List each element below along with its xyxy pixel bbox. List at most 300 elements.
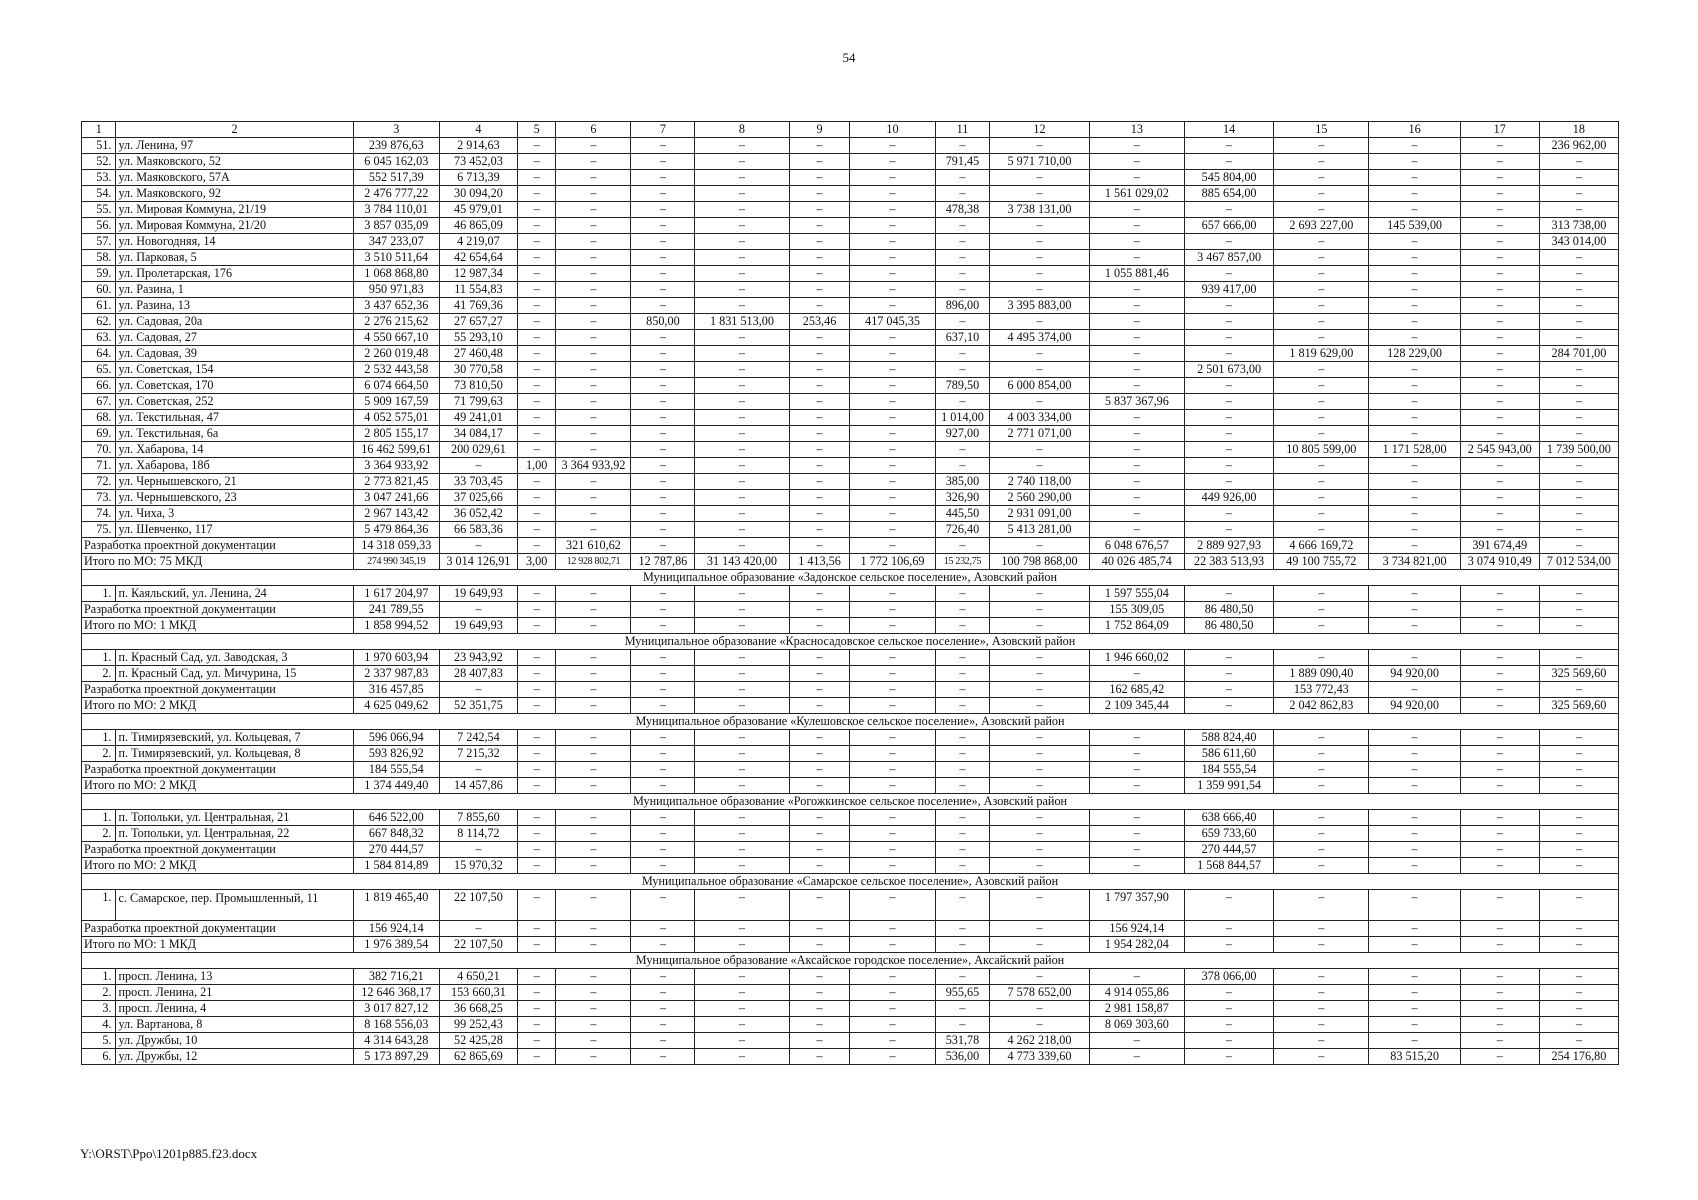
table-cell: – xyxy=(789,602,850,618)
table-cell: – xyxy=(1184,586,1273,602)
table-cell: 253,46 xyxy=(789,314,850,330)
table-cell: – xyxy=(1184,394,1273,410)
address-cell: ул. Разина, 13 xyxy=(116,298,353,314)
table-cell: – xyxy=(517,394,556,410)
table-cell: – xyxy=(935,170,990,186)
address-cell: ул. Дружбы, 10 xyxy=(116,1033,353,1049)
table-cell: – xyxy=(556,330,631,346)
table-cell: – xyxy=(1369,490,1460,506)
table-cell: 45 979,01 xyxy=(439,202,517,218)
table-cell: 99 252,43 xyxy=(439,1017,517,1033)
table-cell: – xyxy=(556,218,631,234)
table-cell: – xyxy=(695,650,789,666)
table-cell: – xyxy=(631,842,695,858)
table-cell: – xyxy=(990,969,1089,985)
table-cell: 162 685,42 xyxy=(1089,682,1184,698)
table-cell: – xyxy=(439,538,517,554)
table-row xyxy=(82,650,1619,666)
table-cell: – xyxy=(517,474,556,490)
table-cell: – xyxy=(631,666,695,682)
table-cell: – xyxy=(556,442,631,458)
table-cell: – xyxy=(1539,682,1618,698)
table-cell: – xyxy=(1274,202,1369,218)
table-cell: – xyxy=(631,746,695,762)
table-cell: – xyxy=(1369,746,1460,762)
table-cell: – xyxy=(695,474,789,490)
table-cell: 284 701,00 xyxy=(1539,346,1618,362)
table-cell: 100 798 868,00 xyxy=(990,554,1089,570)
table-cell: 22 107,50 xyxy=(439,890,517,921)
table-cell: – xyxy=(517,138,556,154)
table-cell: – xyxy=(517,442,556,458)
table-cell: – xyxy=(695,762,789,778)
table-cell: – xyxy=(850,602,935,618)
table-cell: 12 928 802,71 xyxy=(556,554,631,570)
table-cell: – xyxy=(631,362,695,378)
address-cell: ул. Пролетарская, 176 xyxy=(116,266,353,282)
table-cell: – xyxy=(517,937,556,953)
table-cell: – xyxy=(850,186,935,202)
table-cell: – xyxy=(1274,362,1369,378)
row-number: 1. xyxy=(82,810,116,826)
address-cell: ул. Мировая Коммуна, 21/20 xyxy=(116,218,353,234)
table-cell: – xyxy=(1369,778,1460,794)
table-cell: 3 437 652,36 xyxy=(353,298,439,314)
table-cell: 6 048 676,57 xyxy=(1089,538,1184,554)
table-cell: – xyxy=(631,985,695,1001)
table-cell: 586 611,60 xyxy=(1184,746,1273,762)
table-cell: – xyxy=(631,186,695,202)
table-cell: 184 555,54 xyxy=(353,762,439,778)
table-cell: 41 769,36 xyxy=(439,298,517,314)
table-cell: 1 739 500,00 xyxy=(1539,442,1618,458)
table-cell: – xyxy=(1089,506,1184,522)
table-cell: – xyxy=(1184,442,1273,458)
table-cell: – xyxy=(631,586,695,602)
table-cell: – xyxy=(695,810,789,826)
table-cell: – xyxy=(850,474,935,490)
table-cell: – xyxy=(990,218,1089,234)
table-cell: – xyxy=(1539,762,1618,778)
table-cell: – xyxy=(1184,266,1273,282)
table-cell: – xyxy=(517,650,556,666)
table-cell: – xyxy=(556,266,631,282)
table-cell: – xyxy=(1274,746,1369,762)
table-cell: – xyxy=(517,282,556,298)
table-cell: 49 100 755,72 xyxy=(1274,554,1369,570)
header-row xyxy=(82,122,1619,138)
table-cell: 955,65 xyxy=(935,985,990,1001)
table-cell: – xyxy=(517,858,556,874)
table-cell: – xyxy=(1460,969,1539,985)
table-cell: 27 657,27 xyxy=(439,314,517,330)
table-cell: 726,40 xyxy=(935,522,990,538)
table-cell: – xyxy=(695,969,789,985)
table-cell: 850,00 xyxy=(631,314,695,330)
table-cell: – xyxy=(556,890,631,921)
table-cell: – xyxy=(1460,458,1539,474)
table-cell: 536,00 xyxy=(935,1049,990,1065)
column-header: 15 xyxy=(1274,122,1369,138)
table-row xyxy=(82,314,1619,330)
table-cell: – xyxy=(1089,666,1184,682)
row-number: 51. xyxy=(82,138,116,154)
row-number: 70. xyxy=(82,442,116,458)
table-cell: – xyxy=(1460,985,1539,1001)
table-cell: – xyxy=(631,618,695,634)
address-cell: просп. Ленина, 13 xyxy=(116,969,353,985)
table-cell: – xyxy=(1274,618,1369,634)
table-cell: – xyxy=(850,378,935,394)
row-number: 2. xyxy=(82,985,116,1001)
table-cell: 1 597 555,04 xyxy=(1089,586,1184,602)
table-cell: 5 909 167,59 xyxy=(353,394,439,410)
row-number: 1. xyxy=(82,650,116,666)
table-row xyxy=(82,202,1619,218)
row-number: 6. xyxy=(82,1049,116,1065)
table-cell: 2 042 862,83 xyxy=(1274,698,1369,714)
row-number: 72. xyxy=(82,474,116,490)
row-number: 5. xyxy=(82,1033,116,1049)
table-cell: – xyxy=(517,602,556,618)
table-cell: – xyxy=(695,378,789,394)
row-number: 52. xyxy=(82,154,116,170)
table-cell: 1 561 029,02 xyxy=(1089,186,1184,202)
table-cell: – xyxy=(1460,234,1539,250)
address-cell: п. Красный Сад, ул. Заводская, 3 xyxy=(116,650,353,666)
address-cell: ул. Текстильная, 47 xyxy=(116,410,353,426)
table-cell: – xyxy=(439,458,517,474)
table-cell: 94 920,00 xyxy=(1369,698,1460,714)
table-cell: – xyxy=(1460,602,1539,618)
summary-label: Итого по МО: 75 МКД xyxy=(82,554,354,570)
table-cell: 939 417,00 xyxy=(1184,282,1273,298)
table-cell: – xyxy=(556,730,631,746)
table-cell: – xyxy=(1089,234,1184,250)
table-cell: 316 457,85 xyxy=(353,682,439,698)
table-cell: – xyxy=(1274,522,1369,538)
table-cell: 270 444,57 xyxy=(1184,842,1273,858)
column-header: 4 xyxy=(439,122,517,138)
row-number: 62. xyxy=(82,314,116,330)
table-cell: 12 646 368,17 xyxy=(353,985,439,1001)
row-number: 58. xyxy=(82,250,116,266)
table-cell: 15 970,32 xyxy=(439,858,517,874)
table-cell: – xyxy=(695,1033,789,1049)
table-cell: 1 772 106,69 xyxy=(850,554,935,570)
table-cell: – xyxy=(850,1049,935,1065)
table-cell: – xyxy=(1184,937,1273,953)
table-cell: 34 084,17 xyxy=(439,426,517,442)
address-cell: ул. Советская, 252 xyxy=(116,394,353,410)
table-cell: – xyxy=(1460,314,1539,330)
table-row xyxy=(82,746,1619,762)
table-cell: 2 914,63 xyxy=(439,138,517,154)
address-cell: ул. Советская, 154 xyxy=(116,362,353,378)
table-cell: – xyxy=(1539,426,1618,442)
table-cell: – xyxy=(1274,138,1369,154)
table-cell: – xyxy=(1369,1001,1460,1017)
table-cell: – xyxy=(631,346,695,362)
table-cell: – xyxy=(517,969,556,985)
table-cell: 5 413 281,00 xyxy=(990,522,1089,538)
table-cell: – xyxy=(695,666,789,682)
table-cell: – xyxy=(695,778,789,794)
table-cell: – xyxy=(850,618,935,634)
table-cell: – xyxy=(631,202,695,218)
table-cell: – xyxy=(1274,890,1369,921)
table-cell: – xyxy=(935,778,990,794)
table-cell: – xyxy=(631,602,695,618)
table-cell: 667 848,32 xyxy=(353,826,439,842)
table-cell: – xyxy=(935,682,990,698)
table-cell: – xyxy=(517,890,556,921)
table-cell: – xyxy=(1460,170,1539,186)
table-cell: – xyxy=(850,266,935,282)
table-cell: 385,00 xyxy=(935,474,990,490)
table-cell: – xyxy=(631,298,695,314)
row-number: 71. xyxy=(82,458,116,474)
table-cell: – xyxy=(556,346,631,362)
table-cell: – xyxy=(695,266,789,282)
table-cell: 22 107,50 xyxy=(439,937,517,953)
table-cell: 4 650,21 xyxy=(439,969,517,985)
summary-row xyxy=(82,937,1619,953)
column-header: 11 xyxy=(935,122,990,138)
table-cell: – xyxy=(517,410,556,426)
table-cell: – xyxy=(789,618,850,634)
table-cell: – xyxy=(1184,698,1273,714)
table-cell: – xyxy=(990,442,1089,458)
table-cell: – xyxy=(517,234,556,250)
summary-row xyxy=(82,858,1619,874)
row-number: 4. xyxy=(82,1017,116,1033)
table-cell: – xyxy=(850,1033,935,1049)
table-cell: – xyxy=(1274,1049,1369,1065)
table-cell: – xyxy=(1369,682,1460,698)
table-row xyxy=(82,490,1619,506)
table-cell: – xyxy=(1089,858,1184,874)
table-cell: 254 176,80 xyxy=(1539,1049,1618,1065)
summary-label: Итого по МО: 2 МКД xyxy=(82,698,354,714)
table-cell: – xyxy=(935,746,990,762)
table-cell: – xyxy=(789,474,850,490)
address-cell: просп. Ленина, 21 xyxy=(116,985,353,1001)
table-cell: – xyxy=(631,282,695,298)
table-cell: – xyxy=(1539,1001,1618,1017)
table-row xyxy=(82,985,1619,1001)
table-cell: – xyxy=(631,698,695,714)
table-cell: – xyxy=(556,490,631,506)
table-cell: – xyxy=(850,937,935,953)
table-cell: 596 066,94 xyxy=(353,730,439,746)
table-cell: – xyxy=(850,730,935,746)
row-number: 69. xyxy=(82,426,116,442)
table-cell: – xyxy=(1274,1001,1369,1017)
table-cell: – xyxy=(850,969,935,985)
table-cell: – xyxy=(1274,842,1369,858)
table-cell: – xyxy=(990,138,1089,154)
table-cell: – xyxy=(1539,538,1618,554)
table-cell: – xyxy=(1274,602,1369,618)
table-cell: – xyxy=(1089,1033,1184,1049)
address-cell: просп. Ленина, 4 xyxy=(116,1001,353,1017)
table-cell: – xyxy=(935,730,990,746)
table-cell: – xyxy=(1184,506,1273,522)
table-cell: 545 804,00 xyxy=(1184,170,1273,186)
table-cell: – xyxy=(1369,330,1460,346)
table-cell: 12 987,34 xyxy=(439,266,517,282)
table-cell: – xyxy=(1460,921,1539,937)
table-cell: – xyxy=(631,1017,695,1033)
table-cell: – xyxy=(631,538,695,554)
table-cell: – xyxy=(1539,969,1618,985)
table-cell: – xyxy=(789,522,850,538)
table-cell: – xyxy=(439,762,517,778)
table-cell: 1 068 868,80 xyxy=(353,266,439,282)
table-cell: 5 971 710,00 xyxy=(990,154,1089,170)
table-row xyxy=(82,282,1619,298)
table-cell: – xyxy=(1184,234,1273,250)
summary-row xyxy=(82,762,1619,778)
table-cell: 66 583,36 xyxy=(439,522,517,538)
table-cell: 552 517,39 xyxy=(353,170,439,186)
table-cell: – xyxy=(1274,474,1369,490)
table-cell: – xyxy=(1539,730,1618,746)
table-cell: – xyxy=(1369,937,1460,953)
table-cell: – xyxy=(556,474,631,490)
table-cell: – xyxy=(695,586,789,602)
table-cell: – xyxy=(1460,138,1539,154)
table-cell: – xyxy=(695,298,789,314)
table-cell: – xyxy=(517,522,556,538)
section-header-row xyxy=(82,570,1619,586)
table-cell: – xyxy=(1089,810,1184,826)
table-cell: – xyxy=(631,762,695,778)
table-cell: 94 920,00 xyxy=(1369,666,1460,682)
table-cell: – xyxy=(990,362,1089,378)
table-cell: – xyxy=(1369,1033,1460,1049)
table-cell: – xyxy=(1274,282,1369,298)
section-header-row xyxy=(82,953,1619,969)
table-cell: – xyxy=(1539,985,1618,1001)
table-cell: – xyxy=(1089,842,1184,858)
column-header: 18 xyxy=(1539,122,1618,138)
section-header-row xyxy=(82,714,1619,730)
table-row xyxy=(82,1001,1619,1017)
table-cell: – xyxy=(1274,921,1369,937)
table-cell: – xyxy=(789,1049,850,1065)
table-cell: 6 045 162,03 xyxy=(353,154,439,170)
table-cell: – xyxy=(789,394,850,410)
table-cell: – xyxy=(935,969,990,985)
table-cell: – xyxy=(850,826,935,842)
address-cell: ул. Маяковского, 52 xyxy=(116,154,353,170)
table-cell: – xyxy=(850,506,935,522)
table-cell: 1,00 xyxy=(517,458,556,474)
table-cell: – xyxy=(556,682,631,698)
table-cell: – xyxy=(1539,362,1618,378)
section-header-row xyxy=(82,634,1619,650)
table-cell: – xyxy=(1184,522,1273,538)
address-cell: ул. Текстильная, 6а xyxy=(116,426,353,442)
table-cell: 86 480,50 xyxy=(1184,618,1273,634)
table-cell: – xyxy=(990,586,1089,602)
table-cell: 646 522,00 xyxy=(353,810,439,826)
table-cell: – xyxy=(990,250,1089,266)
table-cell: – xyxy=(1369,506,1460,522)
table-cell: – xyxy=(1539,618,1618,634)
table-cell: – xyxy=(1089,282,1184,298)
table-cell: 19 649,93 xyxy=(439,586,517,602)
table-row xyxy=(82,506,1619,522)
table-cell: 1 831 513,00 xyxy=(695,314,789,330)
table-cell: – xyxy=(850,218,935,234)
table-cell: – xyxy=(1369,586,1460,602)
row-number: 2. xyxy=(82,666,116,682)
table-cell: – xyxy=(517,538,556,554)
summary-label: Разработка проектной документации xyxy=(82,842,354,858)
table-cell: – xyxy=(1274,985,1369,1001)
table-cell: – xyxy=(1369,410,1460,426)
table-cell: – xyxy=(850,490,935,506)
table-cell: – xyxy=(789,890,850,921)
table-cell: – xyxy=(789,234,850,250)
table-cell: – xyxy=(1274,170,1369,186)
table-cell: – xyxy=(1539,506,1618,522)
table-cell: 2 693 227,00 xyxy=(1274,218,1369,234)
table-cell: – xyxy=(1460,202,1539,218)
table-cell: – xyxy=(556,1033,631,1049)
table-cell: – xyxy=(1369,762,1460,778)
table-cell: – xyxy=(935,762,990,778)
table-cell: – xyxy=(1539,170,1618,186)
table-row xyxy=(82,522,1619,538)
table-cell: – xyxy=(789,458,850,474)
table-cell: – xyxy=(1089,522,1184,538)
table-cell: – xyxy=(695,1001,789,1017)
table-cell: – xyxy=(556,154,631,170)
table-cell: – xyxy=(935,826,990,842)
table-cell: 593 826,92 xyxy=(353,746,439,762)
table-cell: 1 858 994,52 xyxy=(353,618,439,634)
table-cell: – xyxy=(990,346,1089,362)
table-cell: – xyxy=(1089,298,1184,314)
table-cell: – xyxy=(1539,394,1618,410)
row-number: 63. xyxy=(82,330,116,346)
table-cell: – xyxy=(935,1001,990,1017)
table-cell: – xyxy=(850,842,935,858)
table-cell: – xyxy=(1089,730,1184,746)
table-cell: – xyxy=(789,410,850,426)
table-cell: – xyxy=(1274,490,1369,506)
table-cell: – xyxy=(517,346,556,362)
table-cell: – xyxy=(1539,842,1618,858)
table-cell: – xyxy=(935,458,990,474)
table-cell: – xyxy=(631,458,695,474)
table-cell: – xyxy=(935,810,990,826)
table-cell: – xyxy=(631,138,695,154)
table-cell: – xyxy=(517,921,556,937)
table-cell: 1 976 389,54 xyxy=(353,937,439,953)
table-cell: 1 752 864,09 xyxy=(1089,618,1184,634)
table-cell: – xyxy=(1460,1001,1539,1017)
table-cell: 30 094,20 xyxy=(439,186,517,202)
table-cell: 382 716,21 xyxy=(353,969,439,985)
table-cell: – xyxy=(1274,969,1369,985)
table-cell: – xyxy=(1274,586,1369,602)
table-cell: 8 168 556,03 xyxy=(353,1017,439,1033)
